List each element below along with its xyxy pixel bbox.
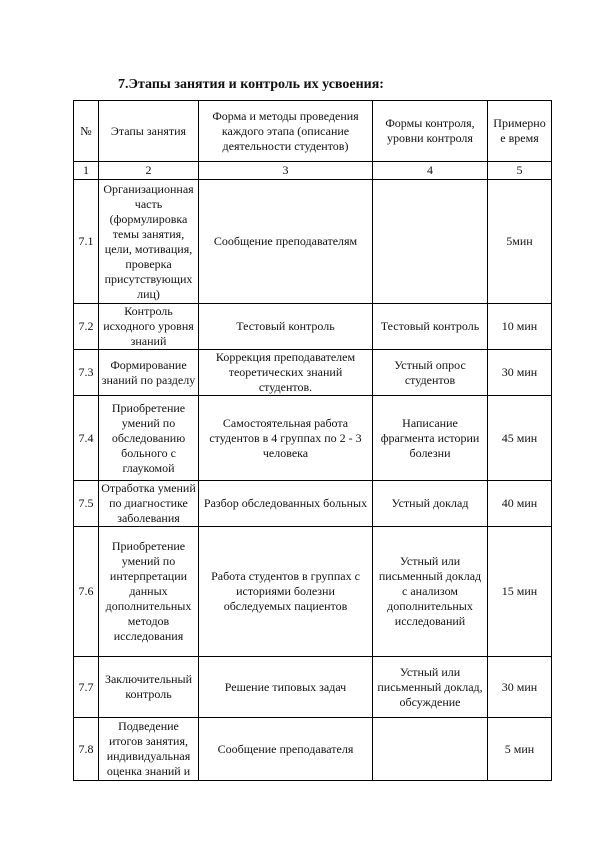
row-stage: Подведение итогов занятия, индивидуальная оценка знаний и: [99, 718, 199, 781]
row-control: Устный или письменный доклад, обсуждение: [373, 657, 488, 718]
row-time: 10 мин: [488, 304, 552, 350]
row-time: 30 мин: [488, 350, 552, 396]
row-stage: Контроль исходного уровня знаний: [99, 304, 199, 350]
row-number: 7.1: [74, 180, 99, 304]
row-time: 45 мин: [488, 396, 552, 481]
row-method: Сообщение преподавателям: [199, 180, 373, 304]
header-method: Форма и методы проведения каждого этапа (описание деятельности студентов): [199, 101, 373, 162]
table-index-row: [74, 162, 552, 180]
row-number: 7.5: [74, 481, 99, 527]
table-row: [74, 481, 552, 527]
row-time: 30 мин: [488, 657, 552, 718]
row-control: Написание фрагмента истории болезни: [373, 396, 488, 481]
table-row: [74, 396, 552, 481]
table-row: [74, 657, 552, 718]
row-number: 7.3: [74, 350, 99, 396]
index-cell: 3: [199, 162, 373, 180]
row-control: Тестовый контроль: [373, 304, 488, 350]
row-control: [373, 180, 488, 304]
table-row: [74, 304, 552, 350]
row-number: 7.4: [74, 396, 99, 481]
row-control: Устный доклад: [373, 481, 488, 527]
row-method: Разбор обследованных больных: [199, 481, 373, 527]
index-cell: 4: [373, 162, 488, 180]
header-number: №: [74, 101, 99, 162]
row-number: 7.2: [74, 304, 99, 350]
row-number: 7.7: [74, 657, 99, 718]
row-time: 5 мин: [488, 718, 552, 781]
row-stage: Формирование знаний по разделу: [99, 350, 199, 396]
row-stage: Организационная часть (формулировка темы занятия, цели, мотивация, проверка присутствующих лиц): [99, 180, 199, 304]
row-control: [373, 718, 488, 781]
row-stage: Заключительный контроль: [99, 657, 199, 718]
row-method: Решение типовых задач: [199, 657, 373, 718]
header-control: Формы контроля, уровни контроля: [373, 101, 488, 162]
row-stage: Приобретение умений по обследованию больного с глаукомой: [99, 396, 199, 481]
index-cell: 5: [488, 162, 552, 180]
row-number: 7.6: [74, 527, 99, 657]
row-method: Работа студентов в группах с историями болезни обследуемых пациентов: [199, 527, 373, 657]
row-time: 5мин: [488, 180, 552, 304]
row-method: Коррекция преподавателем теоретических знаний студентов.: [199, 350, 373, 396]
row-stage: Приобретение умений по интерпретации данных дополнительных методов исследования: [99, 527, 199, 657]
table-row: [74, 527, 552, 657]
row-control: Устный опрос студентов: [373, 350, 488, 396]
row-time: 15 мин: [488, 527, 552, 657]
row-method: Тестовый контроль: [199, 304, 373, 350]
table-row: [74, 718, 552, 781]
header-time: Примерно е время: [488, 101, 552, 162]
index-cell: 2: [99, 162, 199, 180]
section-heading: 7.Этапы занятия и контроль их усвоения:: [118, 77, 384, 92]
row-control: Устный или письменный доклад с анализом дополнительных исследований: [373, 527, 488, 657]
row-method: Самостоятельная работа студентов в 4 группах по 2 - 3 человека: [199, 396, 373, 481]
lesson-stages-table: [73, 100, 552, 781]
row-method: Сообщение преподавателя: [199, 718, 373, 781]
table-row: [74, 350, 552, 396]
row-stage: Отработка умений по диагностике заболевания: [99, 481, 199, 527]
header-stage: Этапы занятия: [99, 101, 199, 162]
index-cell: 1: [74, 162, 99, 180]
table-header-row: [74, 101, 552, 162]
row-number: 7.8: [74, 718, 99, 781]
table-row: [74, 180, 552, 304]
row-time: 40 мин: [488, 481, 552, 527]
